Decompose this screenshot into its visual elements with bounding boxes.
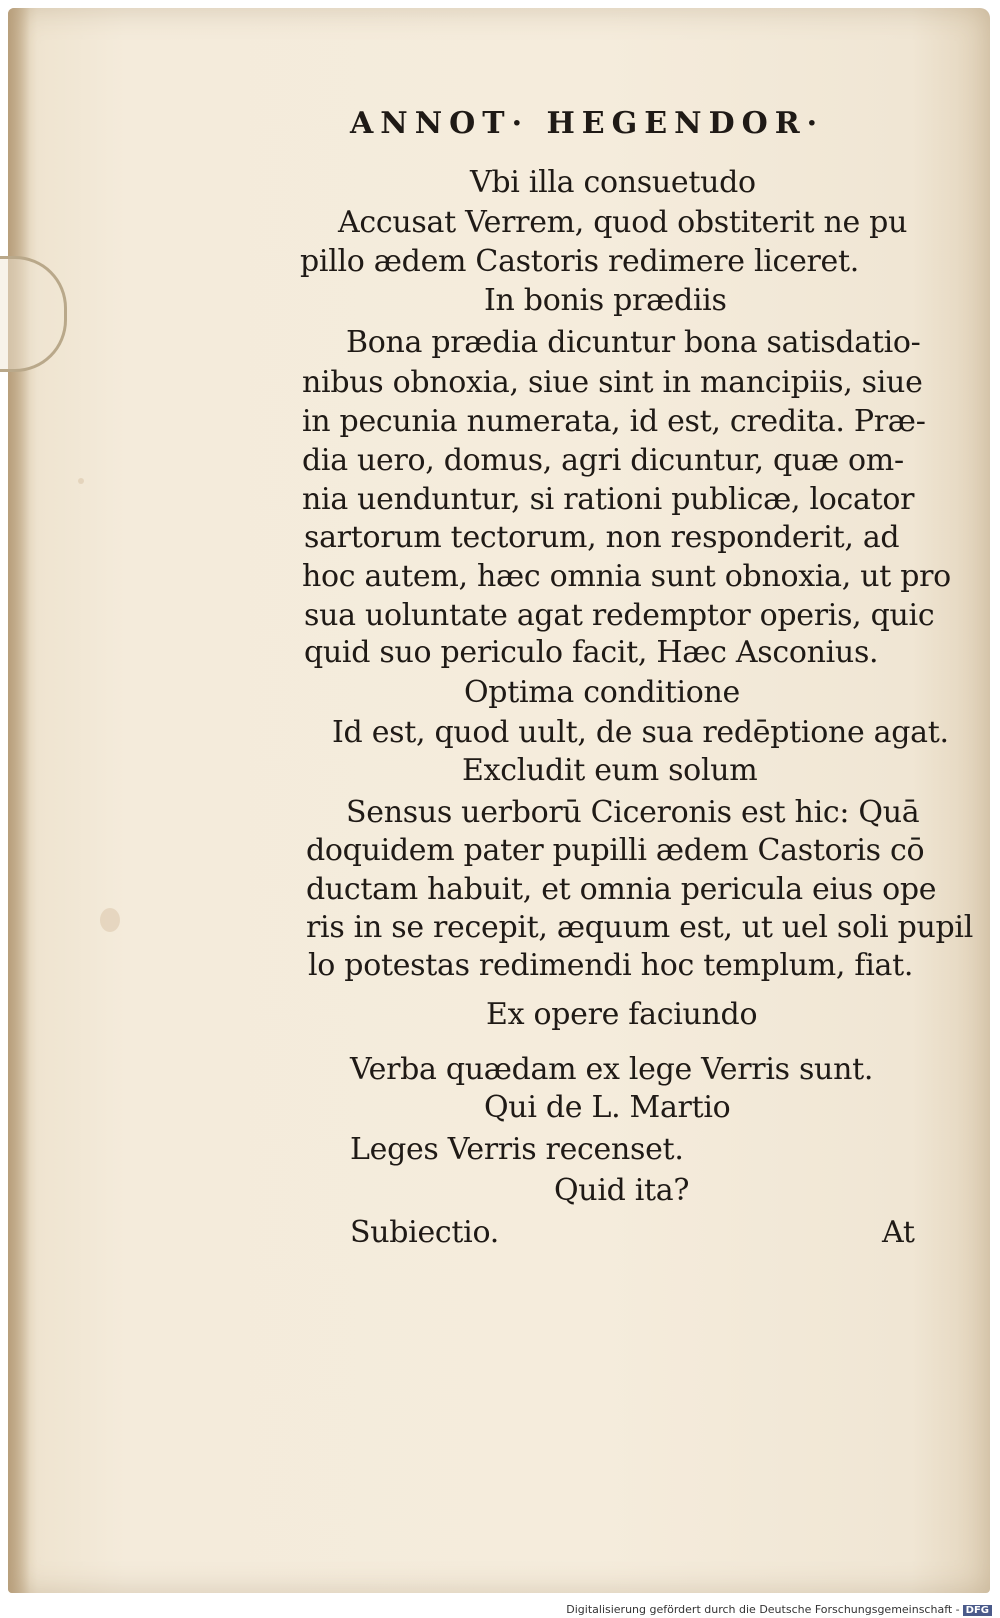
book-page: [8, 8, 990, 1593]
heading-line: Vbi illa consuetudo: [470, 165, 756, 200]
stain-mark: [78, 478, 84, 484]
heading-line: Ex opere faciundo: [486, 997, 758, 1032]
catchword: At: [882, 1215, 915, 1250]
text-line: Subiectio.: [350, 1215, 499, 1250]
text-line: quid suo periculo facit, Hæc Asconius.: [304, 635, 879, 670]
text-line: pillo ædem Castoris redimere liceret.: [300, 244, 860, 279]
text-line: hoc autem, hæc omnia sunt obnoxia, ut pro: [302, 559, 951, 594]
text-line: Bona prædia dicuntur bona satisdatio-: [346, 325, 921, 360]
footer-text: Digitalisierung gefördert durch die Deutsche Forschungsgemeinschaft -: [566, 1603, 960, 1616]
text-line: nia uenduntur, si rationi publicæ, locator: [302, 482, 915, 517]
text-line: Accusat Verrem, quod obstiterit ne pu: [338, 205, 908, 240]
text-line: Id est, quod uult, de sua redēptione agat.: [332, 715, 949, 750]
footer-credit: [566, 1603, 992, 1616]
page-clasp: [0, 256, 67, 372]
heading-line: In bonis prædiis: [484, 283, 727, 318]
text-line: ris in se recepit, æquum est, ut uel soli pupil: [306, 910, 974, 945]
text-line: doquidem pater pupilli ædem Castoris cō: [306, 833, 925, 868]
text-line: ductam habuit, et omnia pericula eius ope: [306, 872, 937, 907]
text-line: dia uero, domus, agri dicuntur, quæ om-: [302, 443, 904, 478]
dfg-logo: DFG: [963, 1605, 992, 1616]
text-line: lo potestas redimendi hoc templum, fiat.: [308, 948, 914, 983]
running-head: ANNOT· HEGENDOR·: [350, 106, 825, 141]
text-line: nibus obnoxia, siue sint in mancipiis, siue: [302, 365, 923, 400]
text-line: in pecunia numerata, id est, credita. Præ-: [302, 404, 926, 439]
heading-line: Qui de L. Martio: [484, 1090, 731, 1125]
text-line: sartorum tectorum, non responderit, ad: [304, 520, 900, 555]
text-line: sua uoluntate agat redemptor operis, quic: [304, 598, 935, 633]
heading-line: Optima conditione: [464, 675, 740, 710]
text-line: Verba quædam ex lege Verris sunt.: [350, 1052, 874, 1087]
heading-line: Excludit eum solum: [462, 753, 758, 788]
heading-line: Quid ita?: [554, 1173, 690, 1208]
text-line: Sensus uerborū Ciceronis est hic: Quā: [346, 795, 920, 830]
text-line: Leges Verris recenset.: [350, 1132, 684, 1167]
stain-mark: [100, 908, 120, 932]
